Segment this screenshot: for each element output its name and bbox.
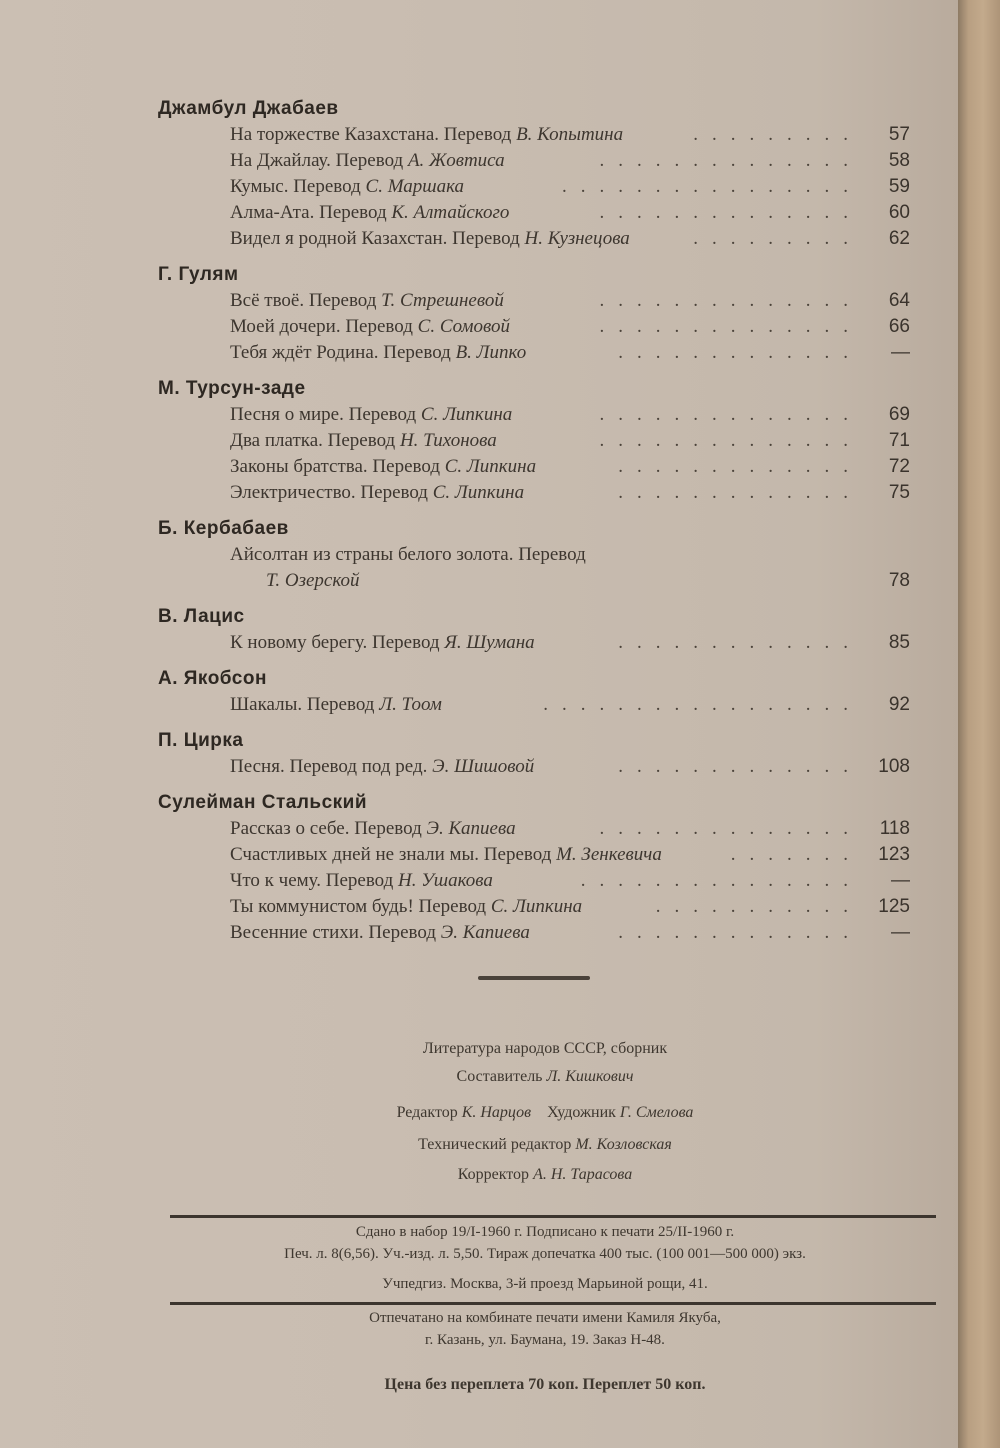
tech-editor-label: Технический редактор [418,1136,572,1153]
leader-dots: ............. [618,456,862,477]
print-line-2-text: Печ. л. 8(6,56). Уч.-изд. л. 5,50. Тираж допечатка 400 тыс. (100 001—500 000) экз. [284,1246,806,1262]
print-line-1 [160,1224,930,1241]
toc-entry [230,920,910,946]
entry-title: Кумыс. Перевод [230,176,361,197]
toc-entry [230,868,910,894]
entry-translator: В. Липко [455,342,527,363]
toc-entry [230,480,910,506]
toc-entry [230,402,910,428]
leader-dots: ......... [693,124,862,145]
entry-page: — [891,870,910,891]
entry-title: Электричество. Перевод [230,482,428,503]
toc-author: В. Лацис [158,606,245,627]
toc-entry [230,630,910,656]
leader-dots: ................. [543,694,862,715]
toc-entry [230,542,910,594]
leader-dots: .............. [599,818,862,839]
price-line [160,1376,930,1394]
corrector-name: А. Н. Тарасова [533,1166,633,1183]
entry-title: К новому берегу. Перевод [230,632,440,653]
toc-author: А. Якобсон [158,668,267,689]
entry-translator: С. Липкина [490,896,583,917]
toc-author: Сулейман Стальский [158,792,368,813]
entry-translator: Н. Ушакова [398,870,493,891]
toc-entry [230,816,910,842]
entry-translator: Н. Кузнецова [524,228,630,249]
toc-entry [230,200,910,226]
entry-title: Что к чему. Перевод [230,870,394,891]
leader-dots: ............... [580,870,862,891]
toc-author: П. Цирка [158,730,244,751]
entry-page: 60 [888,202,910,223]
leader-dots: ................ [562,176,862,197]
publisher-line [160,1276,930,1293]
entry-page: 66 [888,316,910,337]
entry-translator: Я. Шумана [444,632,535,653]
entry-page: 72 [888,456,910,477]
entry-title: Два платка. Перевод [230,430,396,451]
editor-line [160,1104,930,1122]
leader-dots: ....... [730,844,862,865]
entry-title: Рассказ о себе. Перевод [230,818,422,839]
entry-page: 123 [878,844,910,865]
entry-title: Моей дочери. Перевод [230,316,413,337]
entry-page: 125 [878,896,910,917]
tech-editor-line [160,1136,930,1154]
toc-entry [230,226,910,252]
print-line-2 [160,1246,930,1263]
toc-entry [230,148,910,174]
entry-page: — [891,922,910,943]
toc-entry [230,428,910,454]
rule-bottom [170,1302,936,1305]
divider [478,976,590,980]
table-of-contents [158,86,910,946]
leader-dots: .............. [599,202,862,223]
entry-translator: Т. Стрешневой [381,290,504,311]
editor-label: Редактор [396,1104,458,1121]
book-title-line [160,1040,930,1058]
toc-entry [230,842,910,868]
entry-page: 58 [888,150,910,171]
entry-translator: С. Липкина [420,404,513,425]
entry-page: 85 [888,632,910,653]
entry-page: 71 [888,430,910,451]
entry-translator: С. Сомовой [417,316,511,337]
toc-author: Г. Гулям [158,264,239,285]
print-line-1-text: Сдано в набор 19/I-1960 г. Подписано к печати 25/II-1960 г. [355,1224,735,1240]
entry-translator: В. Копытина [516,124,624,145]
leader-dots: ............. [618,342,862,363]
leader-dots: ............. [618,632,862,653]
entry-page: 57 [888,124,910,145]
toc-entry [230,288,910,314]
entry-translator: К. Алтайского [391,202,510,223]
printer-line-1-text: Отпечатано на комбинате печати имени Камиля Якуба, [369,1310,721,1326]
publisher-text: Учпедгиз. Москва, 3-й проезд Марьиной рощи, 41. [382,1276,708,1292]
editor-name: К. Нарцов [461,1104,532,1121]
entry-title: Алма-Ата. Перевод [230,202,387,223]
entry-translator: С. Маршака [365,176,465,197]
leader-dots: .............. [599,290,862,311]
entry-title: Видел я родной Казахстан. Перевод [230,228,520,249]
toc-entry [230,754,910,780]
toc-author: Джамбул Джабаев [158,98,339,119]
entry-translator: Э. Капиева [426,818,516,839]
entry-title: Песня. Перевод под ред. [230,756,428,777]
leader-dots: .............. [599,316,862,337]
entry-title: Айсолтан из страны белого золота. Перевод [230,544,586,565]
entry-page: 78 [888,570,910,591]
entry-translator: Л. Тоом [379,694,442,715]
entry-title: Ты коммунистом будь! Перевод [230,896,487,917]
entry-title: Всё твоё. Перевод [230,290,377,311]
leader-dots: .............. [599,150,862,171]
artist-name: Г. Смелова [619,1104,694,1121]
entry-translator: С. Липкина [432,482,525,503]
entry-translator: Э. Капиева [440,922,530,943]
entry-title: Песня о мире. Перевод [230,404,417,425]
leader-dots: ........... [655,896,862,917]
leader-dots: ............. [618,922,862,943]
entry-title: Весенние стихи. Перевод [230,922,436,943]
entry-line-2 [266,568,360,594]
compiler-label: Составитель [456,1068,543,1085]
entry-title: Тебя ждёт Родина. Перевод [230,342,451,363]
entry-translator: Э. Шишовой [432,756,535,777]
toc-entry [230,122,910,148]
entry-translator: Т. Озерской [266,570,360,591]
toc-entry [230,692,910,718]
entry-page: 92 [888,694,910,715]
entry-translator: М. Зенкевича [556,844,662,865]
toc-author: М. Турсун-заде [158,378,306,399]
tech-editor-name: М. Козловская [575,1136,672,1153]
toc-entry [230,314,910,340]
printer-line-1 [160,1310,930,1327]
entry-page: 118 [879,818,910,839]
price-text: Цена без переплета 70 коп. Переплет 50 коп. [384,1376,706,1393]
artist-label: Художник [547,1104,616,1121]
printer-line-2 [160,1332,930,1349]
printer-line-2-text: г. Казань, ул. Баумана, 19. Заказ Н-48. [425,1332,665,1348]
entry-page: — [891,342,910,363]
corrector-label: Корректор [457,1166,530,1183]
book-title: Литература народов СССР, сборник [422,1040,668,1057]
leader-dots: .............. [599,404,862,425]
toc-entry [230,340,910,366]
entry-page: 69 [888,404,910,425]
book-spine [958,0,1000,1448]
toc-entry [230,174,910,200]
toc-entry [230,454,910,480]
entry-page: 64 [888,290,910,311]
entry-translator: А. Жовтиса [407,150,505,171]
entry-page: 75 [888,482,910,503]
corrector-line [160,1166,930,1184]
entry-title: На торжестве Казахстана. Перевод [230,124,512,145]
entry-page: 62 [888,228,910,249]
compiler-name: Л. Кишкович [546,1068,634,1085]
compiler-line [160,1068,930,1086]
entry-page: 108 [878,756,910,777]
entry-title: Законы братства. Перевод [230,456,440,477]
leader-dots: ............. [618,482,862,503]
leader-dots: .............. [599,430,862,451]
toc-author: Б. Кербабаев [158,518,289,539]
leader-dots: ............. [618,756,862,777]
entry-translator: Н. Тихонова [399,430,497,451]
entry-title: Шакалы. Перевод [230,694,375,715]
entry-translator: С. Липкина [444,456,537,477]
leader-dots: ......... [693,228,862,249]
entry-title: На Джайлау. Перевод [230,150,404,171]
entry-page: 59 [888,176,910,197]
toc-entry [230,894,910,920]
entry-title: Счастливых дней не знали мы. Перевод [230,844,552,865]
rule-top [170,1215,936,1218]
